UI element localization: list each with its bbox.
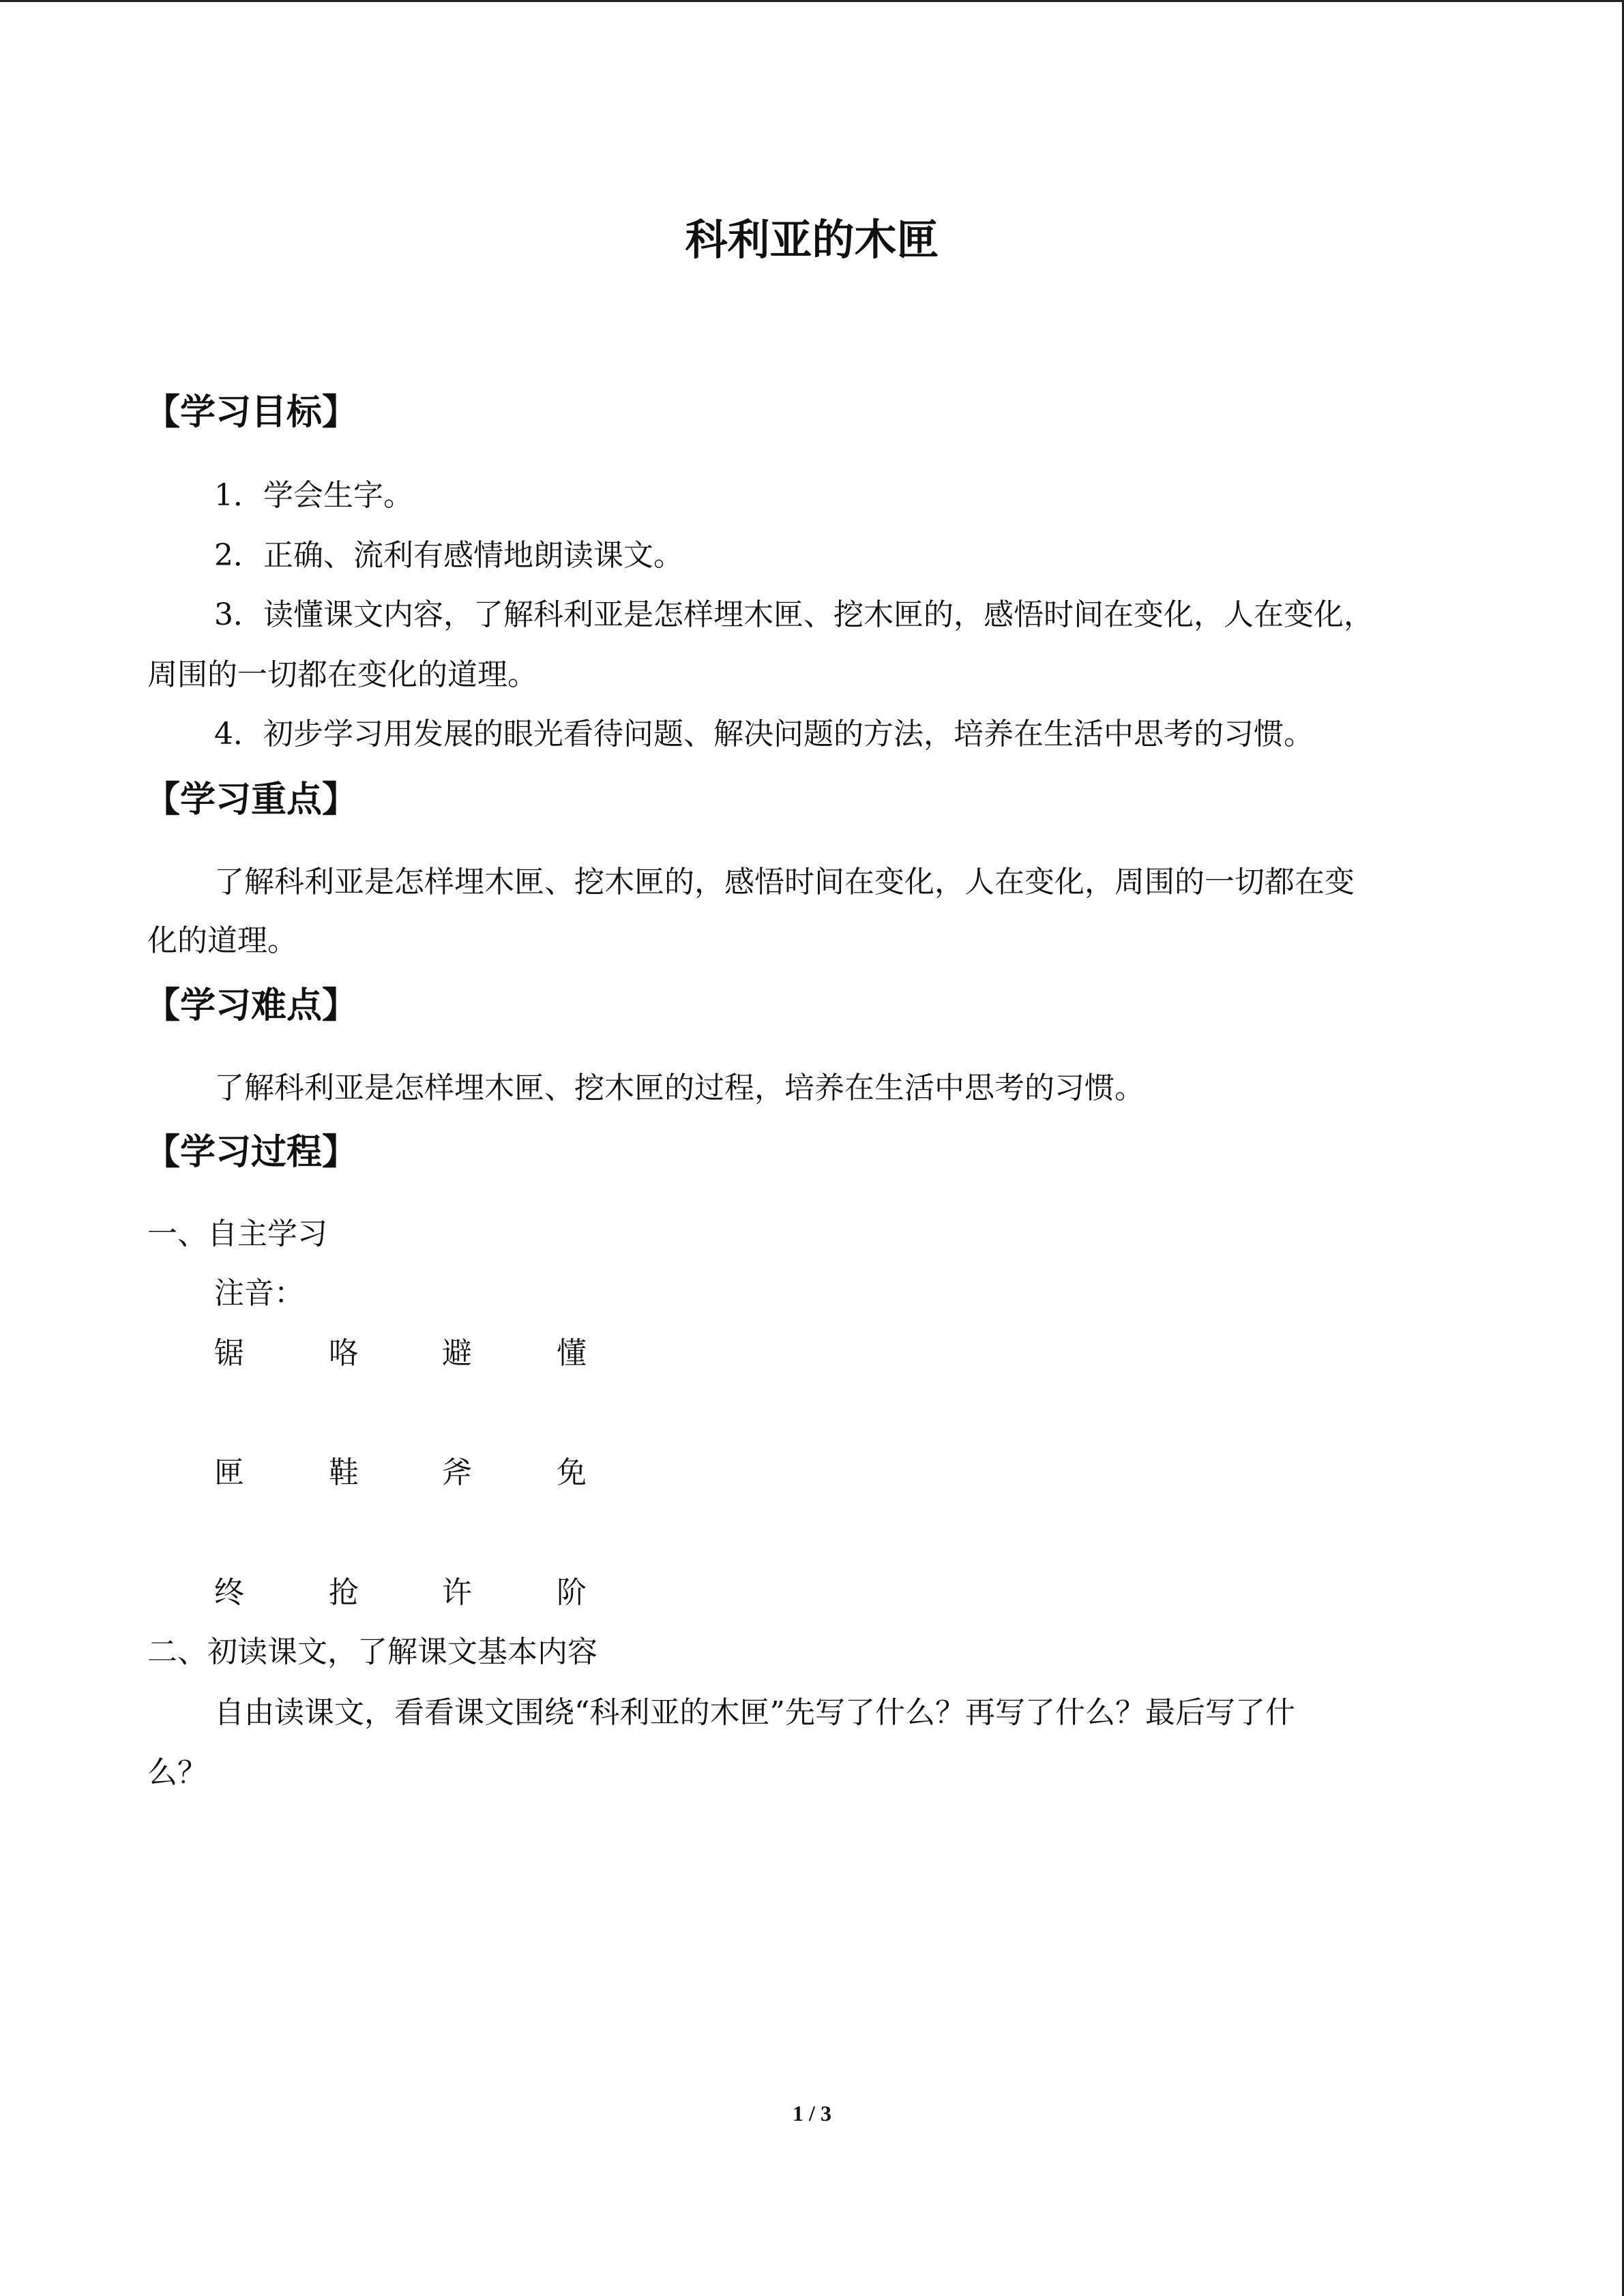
difficulties-line-1: 了解科利亚是怎样埋木匣、挖木匣的过程，培养在生活中思考的习惯。 [214, 1071, 1145, 1105]
goal-item-2: 2．正确、流利有感情地朗读课文。 [214, 538, 683, 573]
char-cell: 避 [442, 1336, 472, 1371]
goal-item-3-continued: 周围的一切都在变化的道理。 [147, 657, 537, 692]
char-cell: 咯 [329, 1336, 359, 1371]
char-cell: 斧 [442, 1455, 472, 1490]
process-heading: 【学习过程】 [145, 1132, 358, 1173]
part1-title: 一、自主学习 [147, 1217, 327, 1251]
key-points-line-1: 了解科利亚是怎样埋木匣、挖木匣的，感悟时间在变化，人在变化，周围的一切都在变 [214, 865, 1355, 899]
char-cell: 终 [214, 1575, 244, 1610]
difficulties-heading: 【学习难点】 [145, 985, 358, 1026]
pinyin-label: 注音： [214, 1276, 304, 1311]
goal-item-1: 1．学会生字。 [214, 478, 413, 513]
part2-title: 二、初读课文，了解课文基本内容 [147, 1635, 597, 1669]
char-cell: 鞋 [329, 1455, 359, 1490]
key-points-line-2: 化的道理。 [147, 923, 297, 958]
char-cell: 免 [557, 1455, 587, 1490]
page-number: 1 / 3 [793, 2101, 831, 2126]
goal-item-3: 3．读懂课文内容，了解科利亚是怎样埋木匣、挖木匣的，感悟时间在变化，人在变化， [214, 597, 1374, 632]
key-points-heading: 【学习重点】 [145, 779, 358, 820]
document-title: 科利亚的木匣 [685, 215, 939, 265]
char-cell: 匣 [214, 1455, 244, 1490]
char-cell: 抢 [329, 1575, 359, 1610]
goal-item-4: 4．初步学习用发展的眼光看待问题、解决问题的方法，培养在生活中思考的习惯。 [214, 717, 1314, 751]
question-line-1: 自由读课文，看看课文围绕“科利亚的木匣”先写了什么？再写了什么？最后写了什 [214, 1695, 1295, 1730]
question-line-2: 么？ [147, 1755, 207, 1790]
page-top-border [0, 0, 1624, 2]
char-cell: 阶 [557, 1575, 587, 1610]
char-cell: 懂 [557, 1336, 587, 1371]
goals-heading: 【学习目标】 [145, 392, 358, 433]
char-cell: 锯 [214, 1336, 244, 1371]
char-cell: 许 [442, 1575, 472, 1610]
